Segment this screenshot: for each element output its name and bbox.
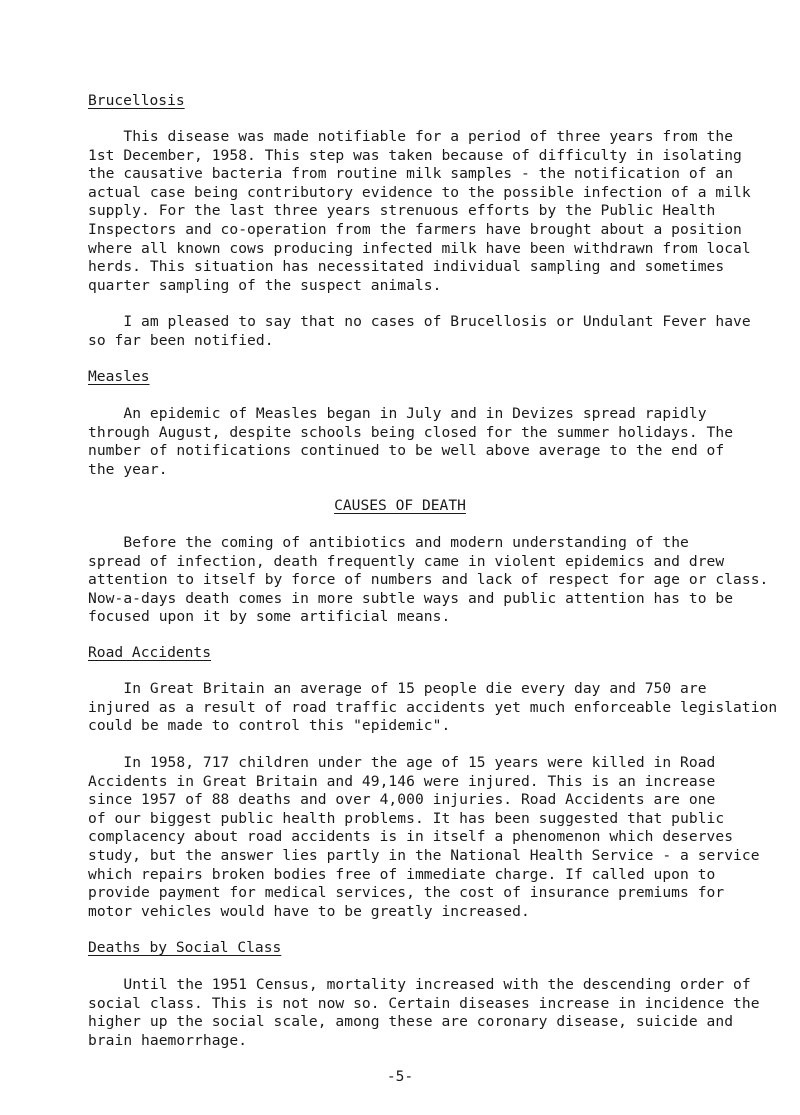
heading-causes-of-death: CAUSES OF DEATH (334, 497, 466, 514)
paragraph-brucellosis-2: I am pleased to say that no cases of Brucellosis or Undulant Fever have so far been notified. (88, 313, 751, 349)
paragraph-causes-of-death-1: Before the coming of antibiotics and modern understanding of the spread of infection, death frequently came in violent epidemics and drew attention to itself by force of numbers and lack of respect for age or class. Now-a-days death comes in more subtle ways and public attention has to be focused upon it by some artificial means. (88, 534, 769, 626)
paragraph-measles-1: An epidemic of Measles began in July and in Devizes spread rapidly through August, despite schools being closed for the summer holidays. The number of notifications continued to be well above average to the end of the year. (88, 405, 734, 478)
paragraph-social-class-1: Until the 1951 Census, mortality increased with the descending order of social class. This is not now so. Certain diseases increase in incidence the higher up the social scale, among these are coronary disease, suicide and brain haemorrhage. (88, 976, 760, 1049)
heading-measles: Measles (88, 368, 150, 385)
heading-road-accidents: Road Accidents (88, 644, 212, 661)
heading-deaths-by-social-class: Deaths by Social Class (88, 939, 282, 956)
page-number: -5- (386, 1068, 414, 1085)
heading-brucellosis: Brucellosis (88, 92, 185, 109)
paragraph-road-accidents-2: In 1958, 717 children under the age of 15 years were killed in Road Accidents in Great Britain and 49,146 were injured. This is an increase since 1957 of 88 deaths and over 4,000 injuries. Road Accidents are one of our biggest public health problems. It has been suggested that public complacency about road accidents is in itself a phenomenon which deserves study, but the answer lies partly in the National Health Service - a service which repairs broken bodies free of immediate charge. If called upon to provide payment for medical services, the cost of insurance premiums for motor vehicles would have to be greatly increased. (88, 754, 760, 920)
paragraph-road-accidents-1: In Great Britain an average of 15 people die every day and 750 are injured as a result of road traffic accidents yet much enforceable legislation could be made to control this "epidemic". (88, 680, 778, 735)
paragraph-brucellosis-1: This disease was made notifiable for a period of three years from the 1st December, 1958. This step was taken because of difficulty in isolating the causative bacteria from routine milk samples - the notification of an actual case being contributory evidence to the possible infection of a milk supply. For the last three years strenuous efforts by the Public Health Inspectors and co-operation from the farmers have brought about a position where all known cows producing infected milk have been withdrawn from local herds. This situation has necessitated individual sampling and sometimes quarter sampling of the suspect animals. (88, 128, 751, 294)
